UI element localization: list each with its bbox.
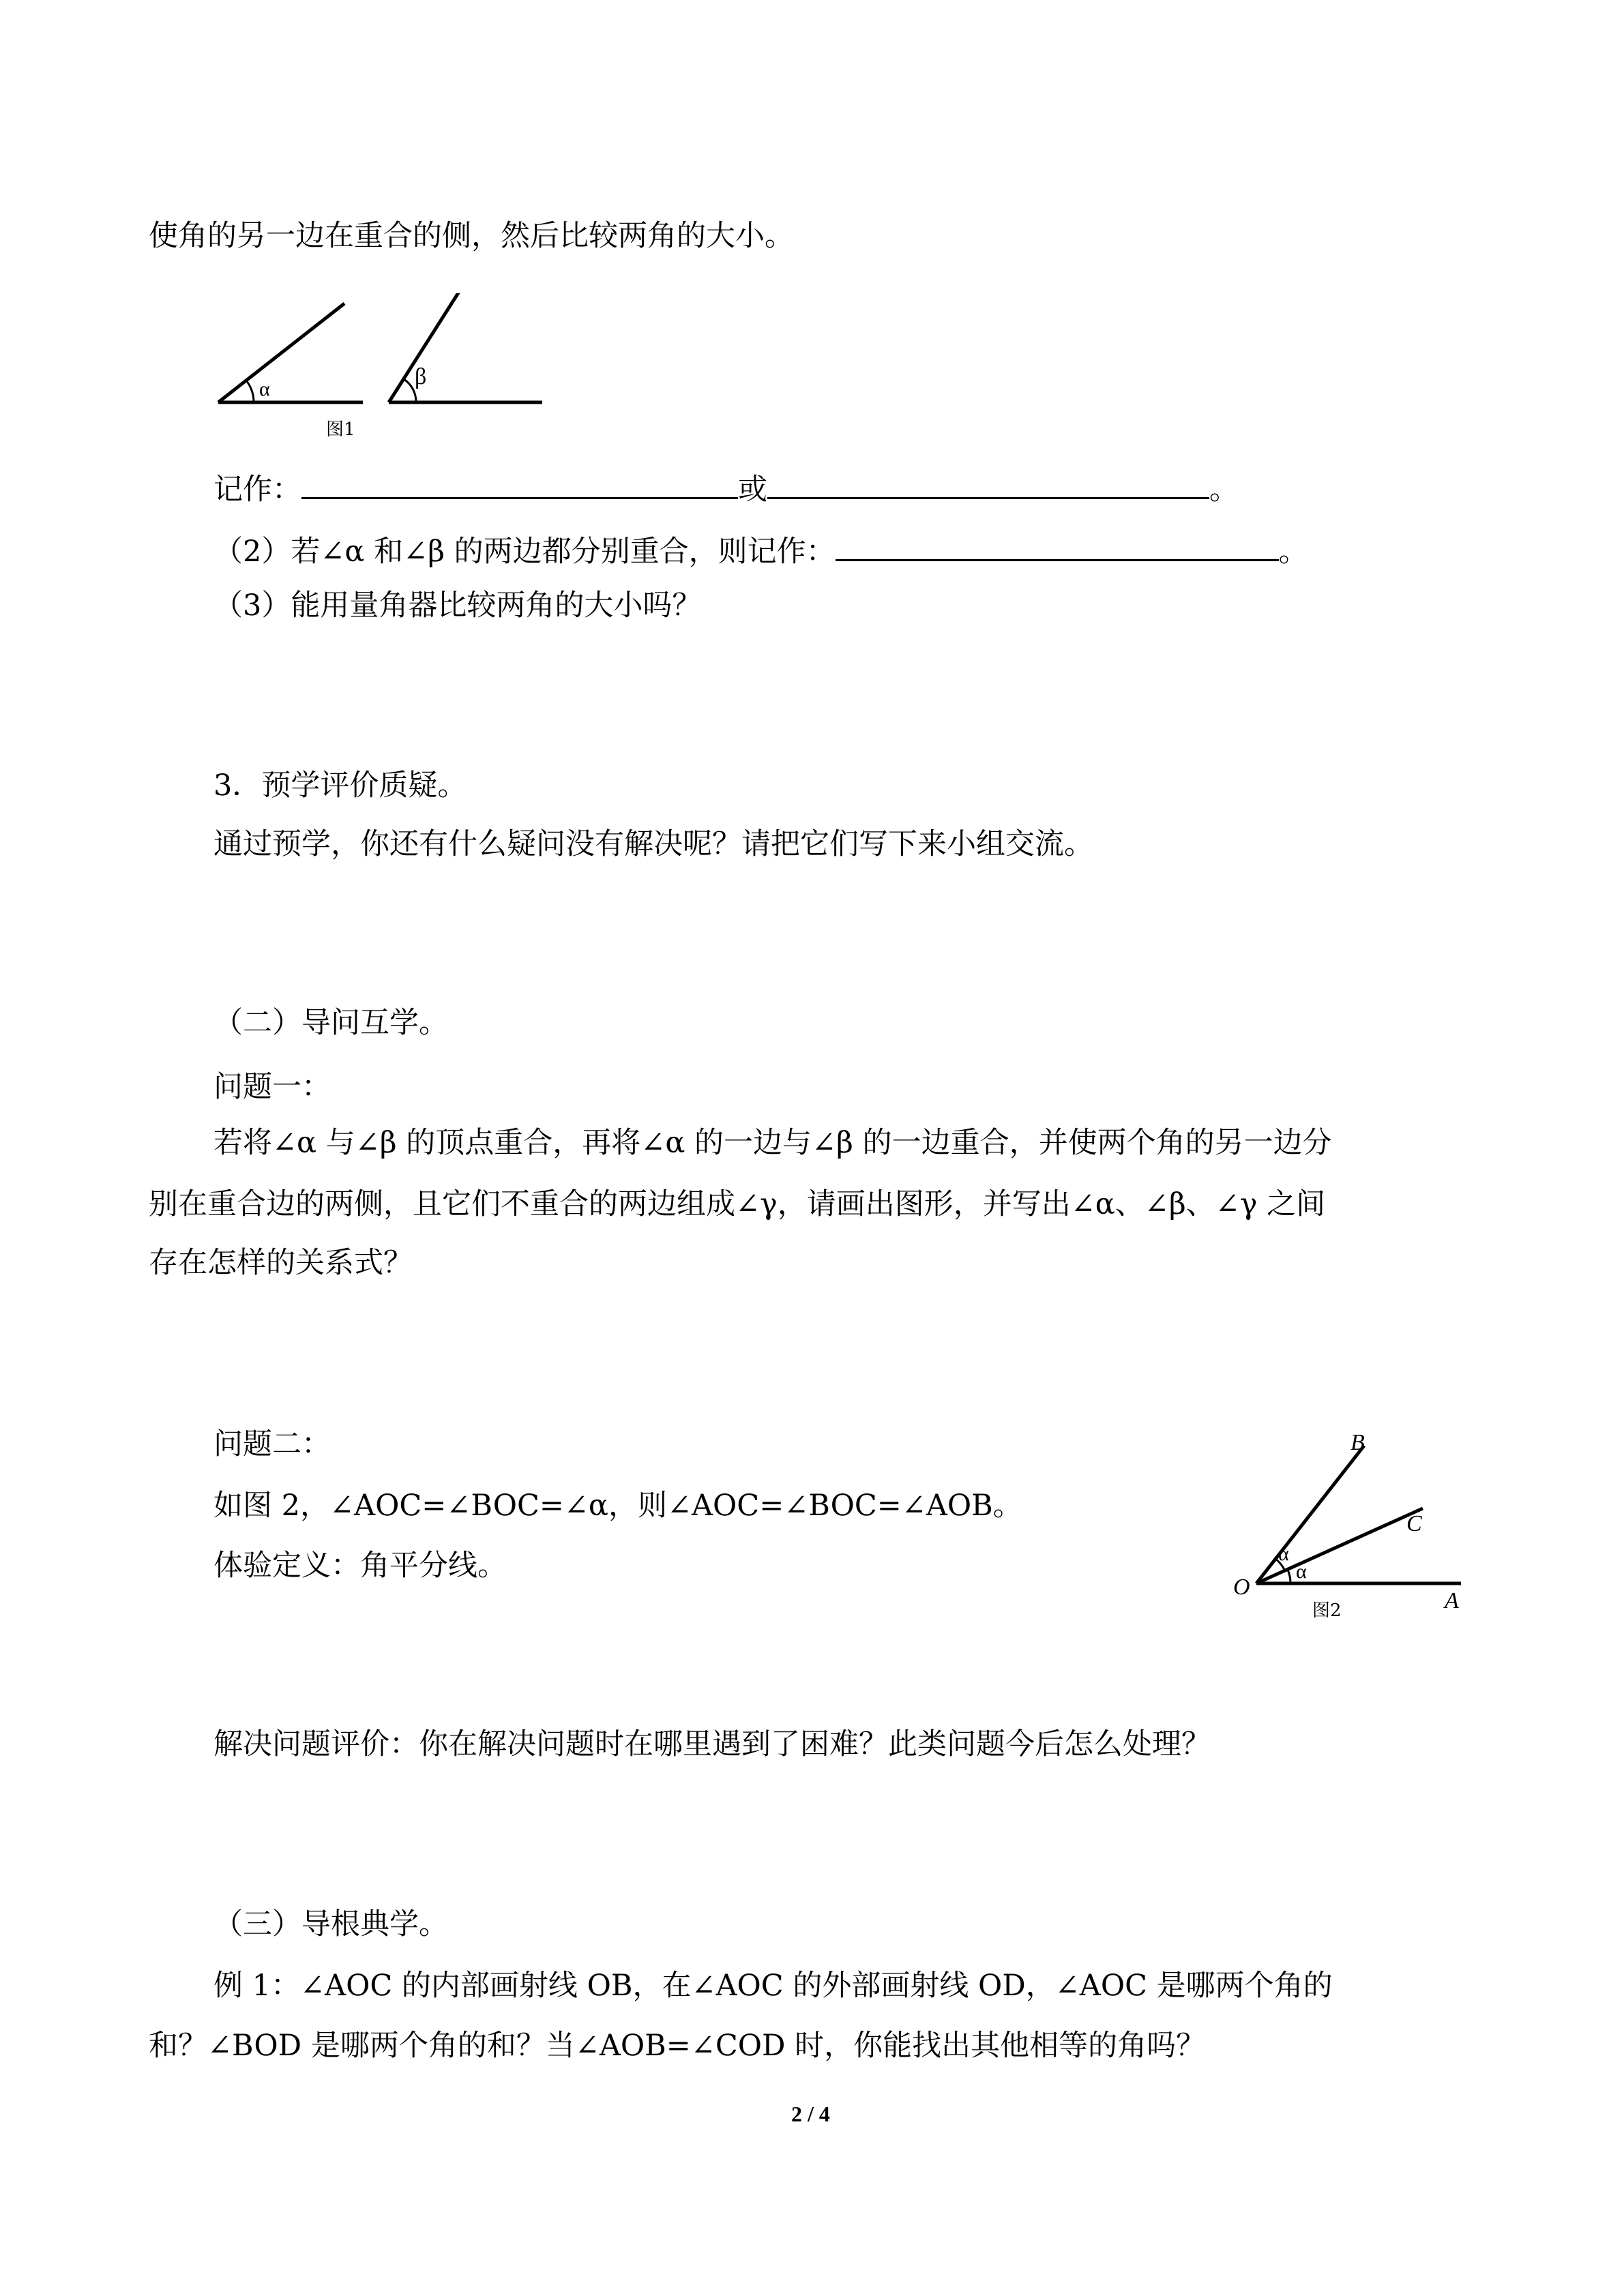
fig1-caption: 图1 — [326, 419, 355, 440]
question-2-text: （2）若∠α 和∠β 的两边都分别重合，则记作： — [213, 535, 836, 569]
part-2-title: （二）导问互学。 — [213, 1006, 448, 1040]
evaluation-text: 解决问题评价：你在解决问题时在哪里遇到了困难？此类问题今后怎么处理？ — [213, 1727, 1211, 1761]
fig1-alpha-side-ray — [218, 303, 344, 402]
problem-2-title: 问题二： — [213, 1427, 331, 1461]
fig2-label-C: C — [1406, 1511, 1422, 1536]
fig2-alpha-lower: α — [1296, 1560, 1307, 1583]
example-1-line-2: 和？∠BOD 是哪两个角的和？当∠AOB=∠COD 时，你能找出其他相等的角吗？ — [149, 2029, 1206, 2063]
fig1-beta-label: β — [415, 364, 427, 389]
problem-1-title: 问题一： — [213, 1070, 331, 1104]
fig2-label-B: B — [1350, 1430, 1365, 1455]
problem-2-line-1: 如图 2，∠AOC=∠BOC=∠α，则∠AOC=∠BOC=∠AOB。 — [213, 1489, 1022, 1523]
figure-2 — [1221, 1425, 1480, 1630]
problem-1-line-3: 存在怎样的关系式？ — [149, 1246, 413, 1280]
record-label: 记作： — [213, 473, 301, 507]
record-blank-1[interactable] — [301, 467, 738, 499]
question-3: （3）能用量角器比较两角的大小吗？ — [213, 588, 702, 623]
fig2-caption: 图2 — [1312, 1600, 1342, 1621]
problem-1-line-2: 别在重合边的两侧，且它们不重合的两边组成∠γ，请画出图形，并写出∠α、∠β、∠γ 之间 — [149, 1187, 1326, 1221]
example-1-line-1: 例 1：∠AOC 的内部画射线 OB，在∠AOC 的外部画射线 OD，∠AOC 是哪两个角的 — [213, 1969, 1333, 2003]
fig2-alpha-upper: α — [1278, 1542, 1289, 1565]
record-or: 或 — [738, 473, 767, 507]
fig1-alpha-arc — [246, 381, 254, 402]
problem-2-line-2: 体验定义：角平分线。 — [213, 1549, 507, 1583]
page-number: 2 / 4 — [791, 2102, 830, 2126]
fig2-ray-OB — [1256, 1446, 1364, 1583]
fig2-label-O: O — [1233, 1575, 1250, 1600]
section-3-title: 3．预学评价质疑。 — [213, 769, 467, 803]
section-3-body: 通过预学，你还有什么疑问没有解决呢？请把它们写下来小组交流。 — [213, 827, 1093, 861]
question-2 — [213, 529, 1308, 571]
fig2-label-A: A — [1445, 1588, 1459, 1613]
record-line — [213, 467, 1239, 509]
fig1-alpha-label: α — [259, 378, 270, 400]
figure-1 — [211, 293, 552, 447]
part-3-title: （三）导根典学。 — [213, 1907, 448, 1941]
question-2-end: 。 — [1278, 535, 1308, 569]
question-2-blank[interactable] — [836, 529, 1279, 561]
record-end: 。 — [1209, 473, 1239, 507]
text-line-1: 使角的另一边在重合的侧，然后比较两角的大小。 — [149, 219, 794, 253]
problem-1-line-1: 若将∠α 与∠β 的顶点重合，再将∠α 的一边与∠β 的一边重合，并使两个角的另一边分 — [213, 1126, 1332, 1160]
fig2-arc-1 — [1288, 1570, 1290, 1583]
record-blank-2[interactable] — [767, 467, 1209, 499]
